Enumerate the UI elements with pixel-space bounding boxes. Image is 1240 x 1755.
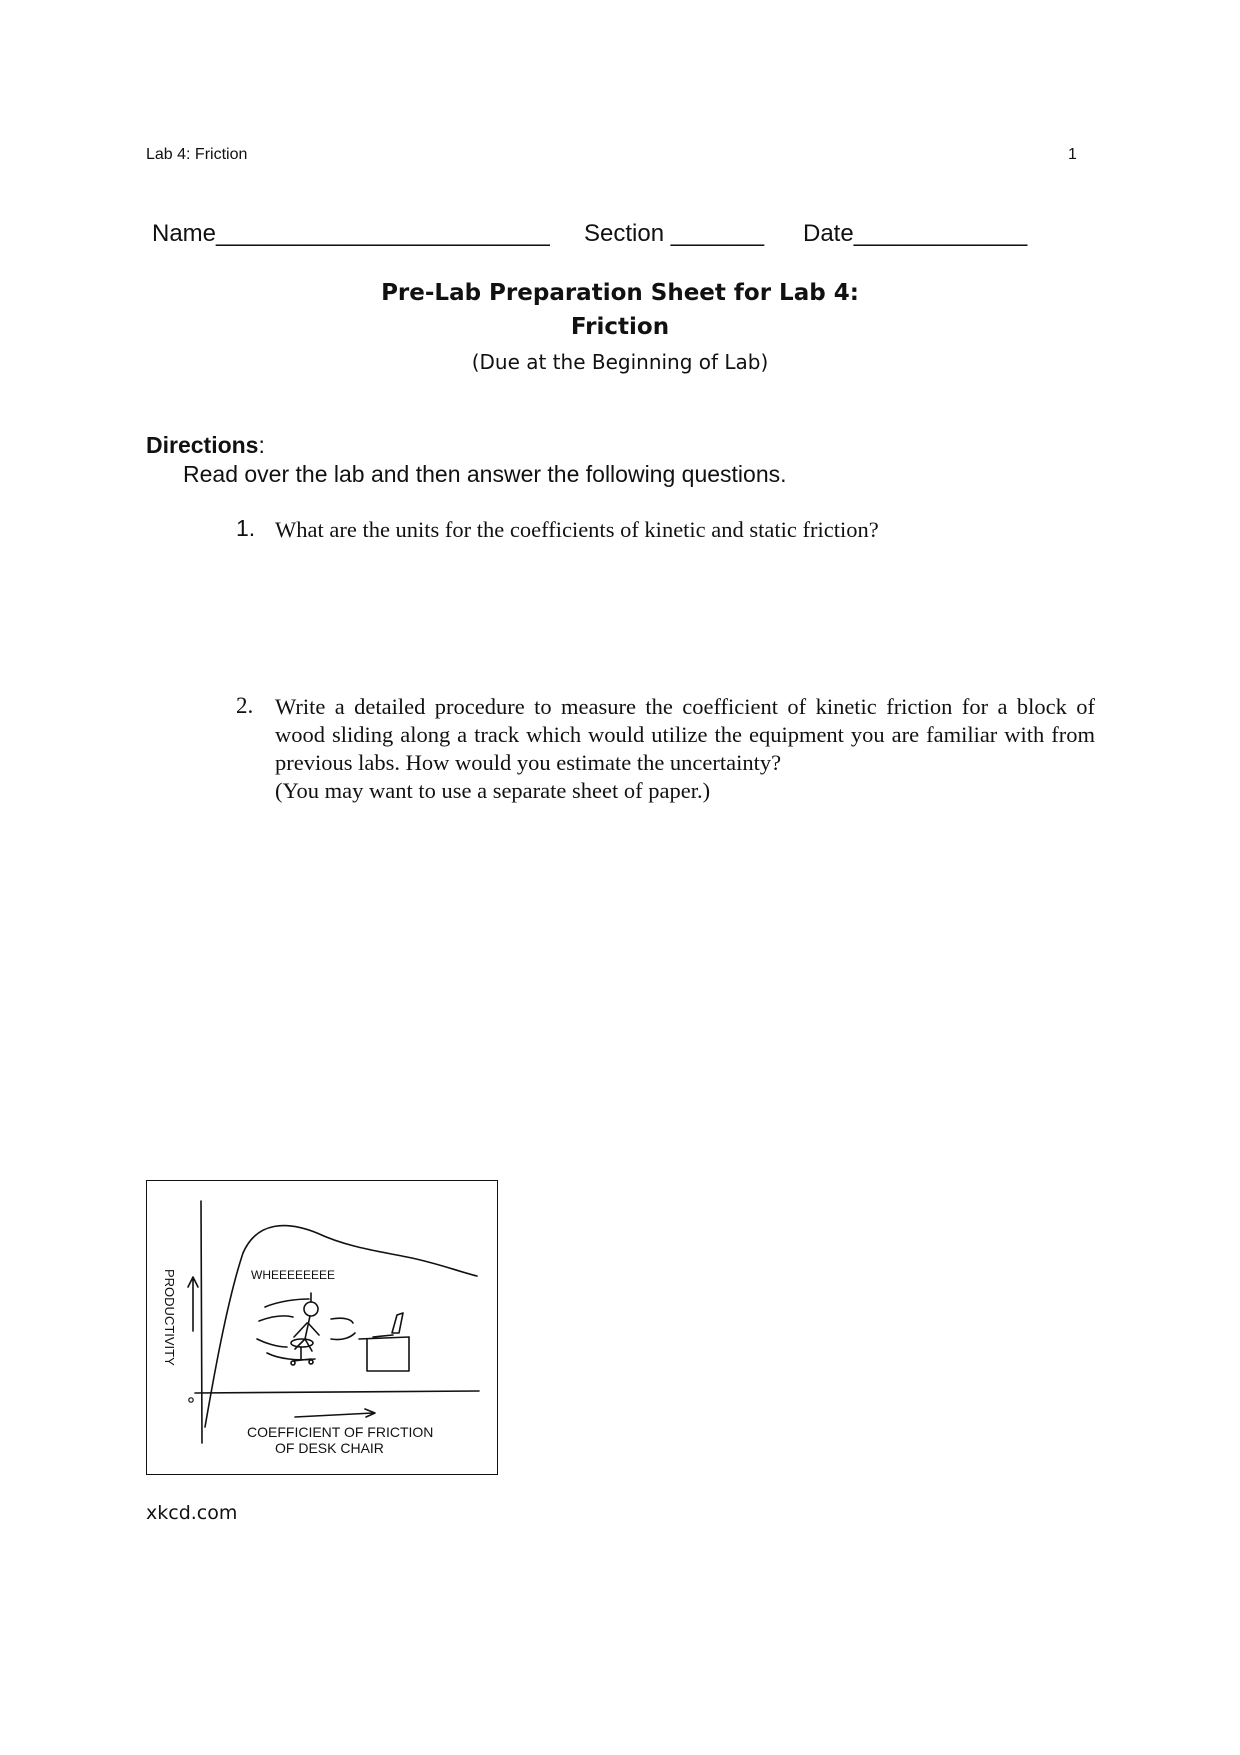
- page-number: 1: [1068, 146, 1077, 163]
- comic-x-arrow: [295, 1409, 375, 1417]
- name-field: Name_________________________: [152, 220, 550, 247]
- figure-body: [305, 1316, 310, 1339]
- page-title-line2: Friction: [570, 314, 670, 340]
- question-2-note: (You may want to use a separate sheet of paper.): [275, 778, 711, 803]
- spin-lines: [257, 1299, 355, 1360]
- comic-speech: WHEEEEEEEE: [251, 1268, 336, 1282]
- question-2-number: 2.: [236, 693, 254, 718]
- question-2-text: Write a detailed procedure to measure the coefficient of kinetic friction for a block of wood sliding along a track which would utilize the equipment you are familiar with from previous labs. How would you estimate the uncertainty?: [275, 694, 1095, 775]
- directions-heading-label: Directions: [146, 432, 259, 458]
- origin-marker: [189, 1398, 193, 1402]
- chair-wheel-right: [309, 1360, 313, 1364]
- section-field: Section _______: [584, 220, 765, 247]
- question-1-number: 1.: [236, 515, 256, 541]
- comic-x-axis: [195, 1391, 479, 1393]
- directions-heading-colon: :: [258, 432, 265, 458]
- page-title-line1: Pre-Lab Preparation Sheet for Lab 4:: [381, 280, 859, 306]
- figure-head: [304, 1302, 318, 1316]
- date-field: Date_____________: [803, 220, 1028, 247]
- directions-text: Read over the lab and then answer the following questions.: [183, 461, 787, 487]
- xkcd-comic: [146, 1180, 498, 1475]
- comic-y-axis: [201, 1201, 202, 1443]
- desk-body: [367, 1337, 409, 1371]
- chair-wheel-left: [291, 1361, 295, 1365]
- comic-x-label-line1: COEFFICIENT OF FRICTION: [247, 1424, 434, 1440]
- comic-drawing: [147, 1181, 496, 1473]
- comic-y-label: PRODUCTIVITY: [162, 1269, 177, 1366]
- desk-monitor: [392, 1313, 403, 1333]
- comic-credit: xkcd.com: [146, 1502, 238, 1524]
- comic-x-label-line2: OF DESK CHAIR: [275, 1440, 384, 1456]
- desk-keyboard: [373, 1335, 393, 1337]
- question-1-text: What are the units for the coefficients of kinetic and static friction?: [275, 517, 879, 542]
- comic-curve: [205, 1226, 477, 1427]
- page-subtitle: (Due at the Beginning of Lab): [471, 350, 769, 374]
- comic-y-arrow: [188, 1277, 198, 1331]
- running-header-title: Lab 4: Friction: [146, 146, 248, 163]
- directions-heading: [146, 432, 265, 459]
